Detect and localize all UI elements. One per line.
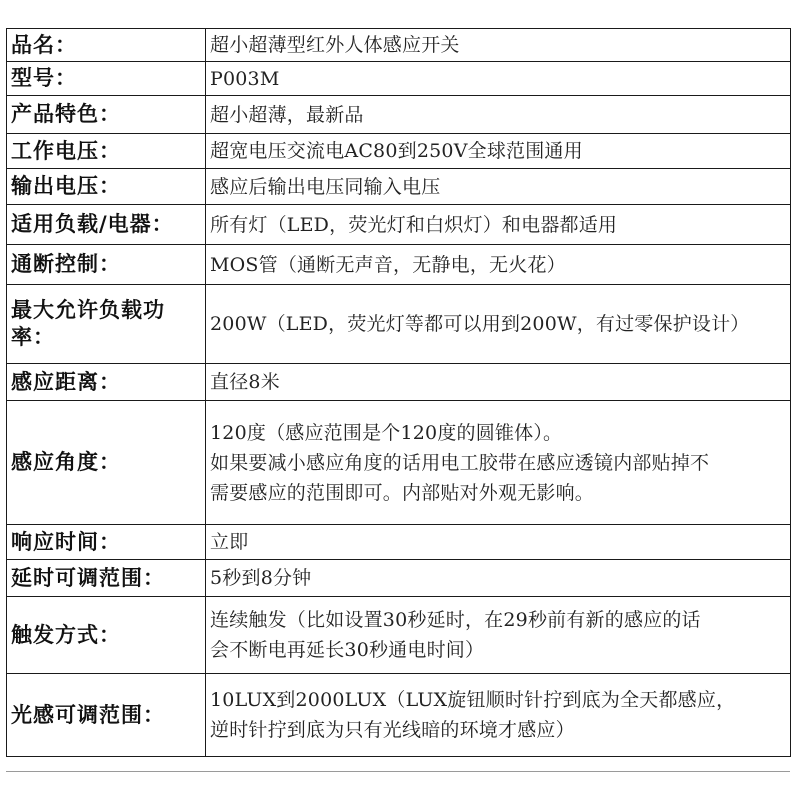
table-row-product-name bbox=[7, 29, 791, 62]
label-response-time: 响应时间： bbox=[7, 525, 206, 560]
table-row-model bbox=[7, 62, 791, 96]
table-row-output-voltage bbox=[7, 169, 791, 205]
label-working-voltage: 工作电压： bbox=[7, 134, 206, 169]
label-max-load-power: 最大允许负载功率： bbox=[7, 285, 206, 364]
label-output-voltage: 输出电压： bbox=[7, 169, 206, 205]
table-row-max-load-power bbox=[7, 285, 791, 364]
value-output-voltage bbox=[206, 169, 791, 205]
table-row-delay-range bbox=[7, 560, 791, 597]
value-line: 超小超薄型红外人体感应开关 bbox=[210, 34, 460, 56]
label-model: 型号： bbox=[7, 62, 206, 96]
table-row-light-range bbox=[7, 674, 791, 757]
label-trigger-mode: 触发方式： bbox=[7, 597, 206, 674]
label-delay-range: 延时可调范围： bbox=[7, 560, 206, 597]
label-switch-control: 通断控制： bbox=[7, 245, 206, 285]
value-line: 超宽电压交流电AC80到250V全球范围通用 bbox=[210, 140, 583, 162]
value-working-voltage bbox=[206, 134, 791, 169]
value-line: 感应后输出电压同输入电压 bbox=[210, 175, 441, 198]
value-line: 200W（LED，荧光灯等都可以用到200W，有过零保护设计） bbox=[210, 313, 750, 335]
value-line: 120度（感应范围是个120度的圆锥体）。 bbox=[210, 421, 563, 444]
label-sensing-distance: 感应距离： bbox=[7, 364, 206, 401]
value-features bbox=[206, 96, 791, 134]
table-row-sensing-distance bbox=[7, 364, 791, 401]
value-line: MOS管（通断无声音，无静电，无火花） bbox=[210, 253, 566, 276]
label-applicable-load: 适用负载/电器： bbox=[7, 205, 206, 245]
table-row-working-voltage bbox=[7, 134, 791, 169]
value-line: 所有灯（LED，荧光灯和白炽灯）和电器都适用 bbox=[210, 213, 618, 236]
table-row-sensing-angle bbox=[7, 401, 791, 525]
bottom-rule bbox=[6, 771, 790, 772]
value-applicable-load bbox=[206, 205, 791, 245]
value-line: 如果要减小感应角度的话用电工胶带在感应透镜内部贴掉不 bbox=[210, 451, 710, 474]
value-model bbox=[206, 62, 791, 96]
value-line: 超小超薄，最新品 bbox=[210, 103, 364, 126]
value-max-load-power bbox=[206, 285, 791, 364]
value-trigger-mode bbox=[206, 597, 791, 674]
table-row-response-time bbox=[7, 525, 791, 560]
label-product-name: 品名： bbox=[7, 29, 206, 62]
value-sensing-distance bbox=[206, 364, 791, 401]
value-line: 10LUX到2000LUX（LUX旋钮顺时针拧到底为全天都感应， bbox=[210, 689, 736, 711]
value-line: 需要感应的范围即可。内部贴对外观无影响。 bbox=[210, 481, 595, 504]
value-switch-control bbox=[206, 245, 791, 285]
value-line: P003M bbox=[210, 67, 280, 90]
label-light-range: 光感可调范围： bbox=[7, 674, 206, 757]
value-sensing-angle bbox=[206, 401, 791, 525]
table-row-switch-control bbox=[7, 245, 791, 285]
label-sensing-angle: 感应角度： bbox=[7, 401, 206, 525]
value-line: 立即 bbox=[210, 531, 249, 553]
value-line: 5秒到8分钟 bbox=[210, 567, 312, 589]
value-product-name bbox=[206, 29, 791, 62]
value-light-range bbox=[206, 674, 791, 757]
table-row-trigger-mode bbox=[7, 597, 791, 674]
table-row-applicable-load bbox=[7, 205, 791, 245]
value-delay-range bbox=[206, 560, 791, 597]
table-row-features bbox=[7, 96, 791, 134]
value-line: 直径8米 bbox=[210, 371, 280, 393]
value-line: 会不断电再延长30秒通电时间） bbox=[210, 639, 485, 661]
label-features: 产品特色： bbox=[7, 96, 206, 134]
value-response-time bbox=[206, 525, 791, 560]
spec-table bbox=[6, 28, 791, 757]
value-line: 逆时针拧到底为只有光线暗的环境才感应） bbox=[210, 719, 575, 741]
value-line: 连续触发（比如设置30秒延时，在29秒前有新的感应的话 bbox=[210, 609, 701, 631]
